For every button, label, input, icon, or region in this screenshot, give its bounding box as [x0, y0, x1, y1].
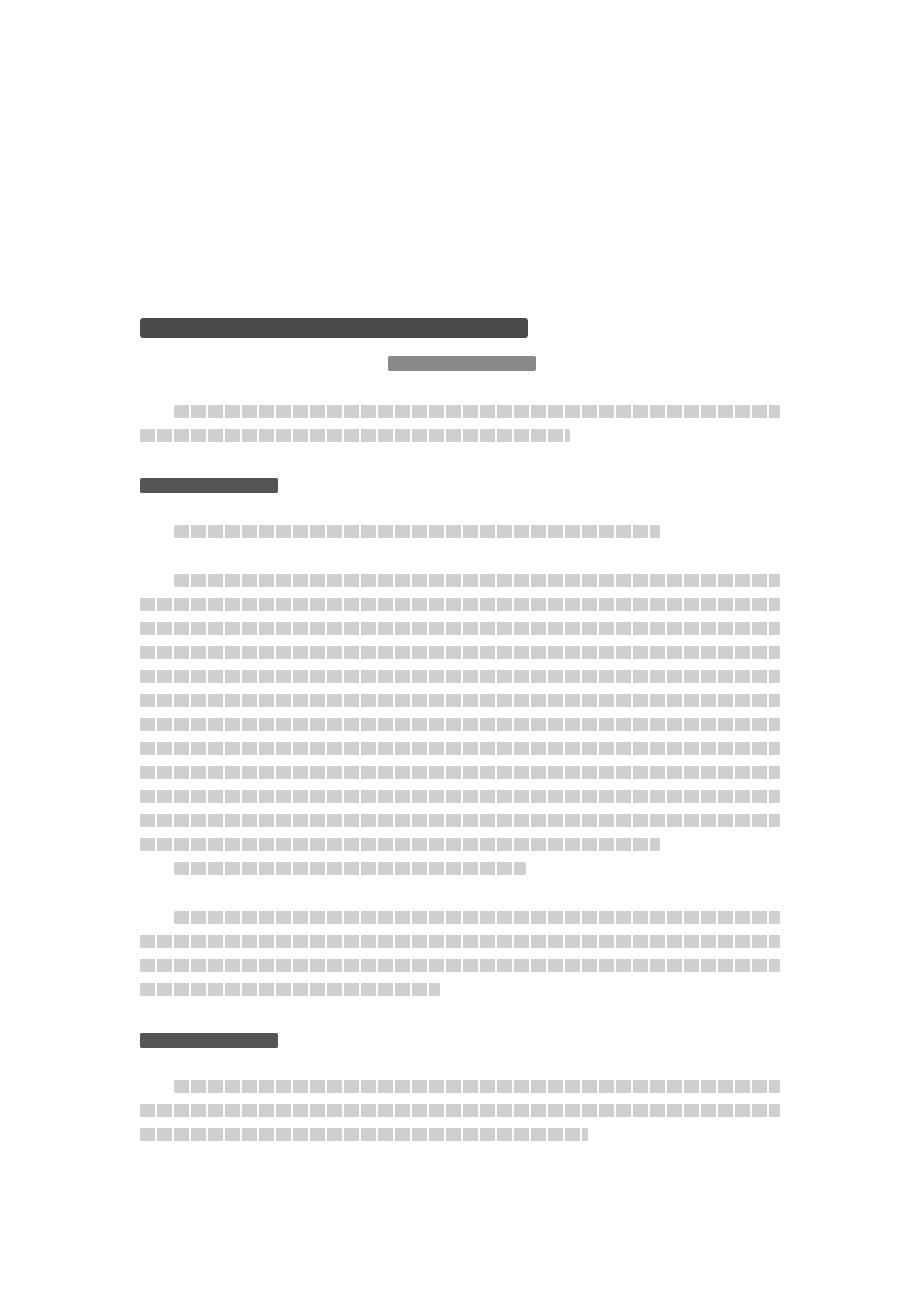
paragraph — [140, 862, 780, 886]
section-heading-2 — [140, 1033, 278, 1053]
paragraph — [140, 1080, 780, 1152]
document-byline — [388, 356, 536, 374]
document-title — [140, 318, 780, 346]
paragraph — [140, 574, 780, 862]
intro-paragraph — [140, 405, 780, 453]
section-heading-1 — [140, 478, 278, 498]
paragraph — [140, 911, 780, 1007]
paragraph — [140, 525, 780, 549]
